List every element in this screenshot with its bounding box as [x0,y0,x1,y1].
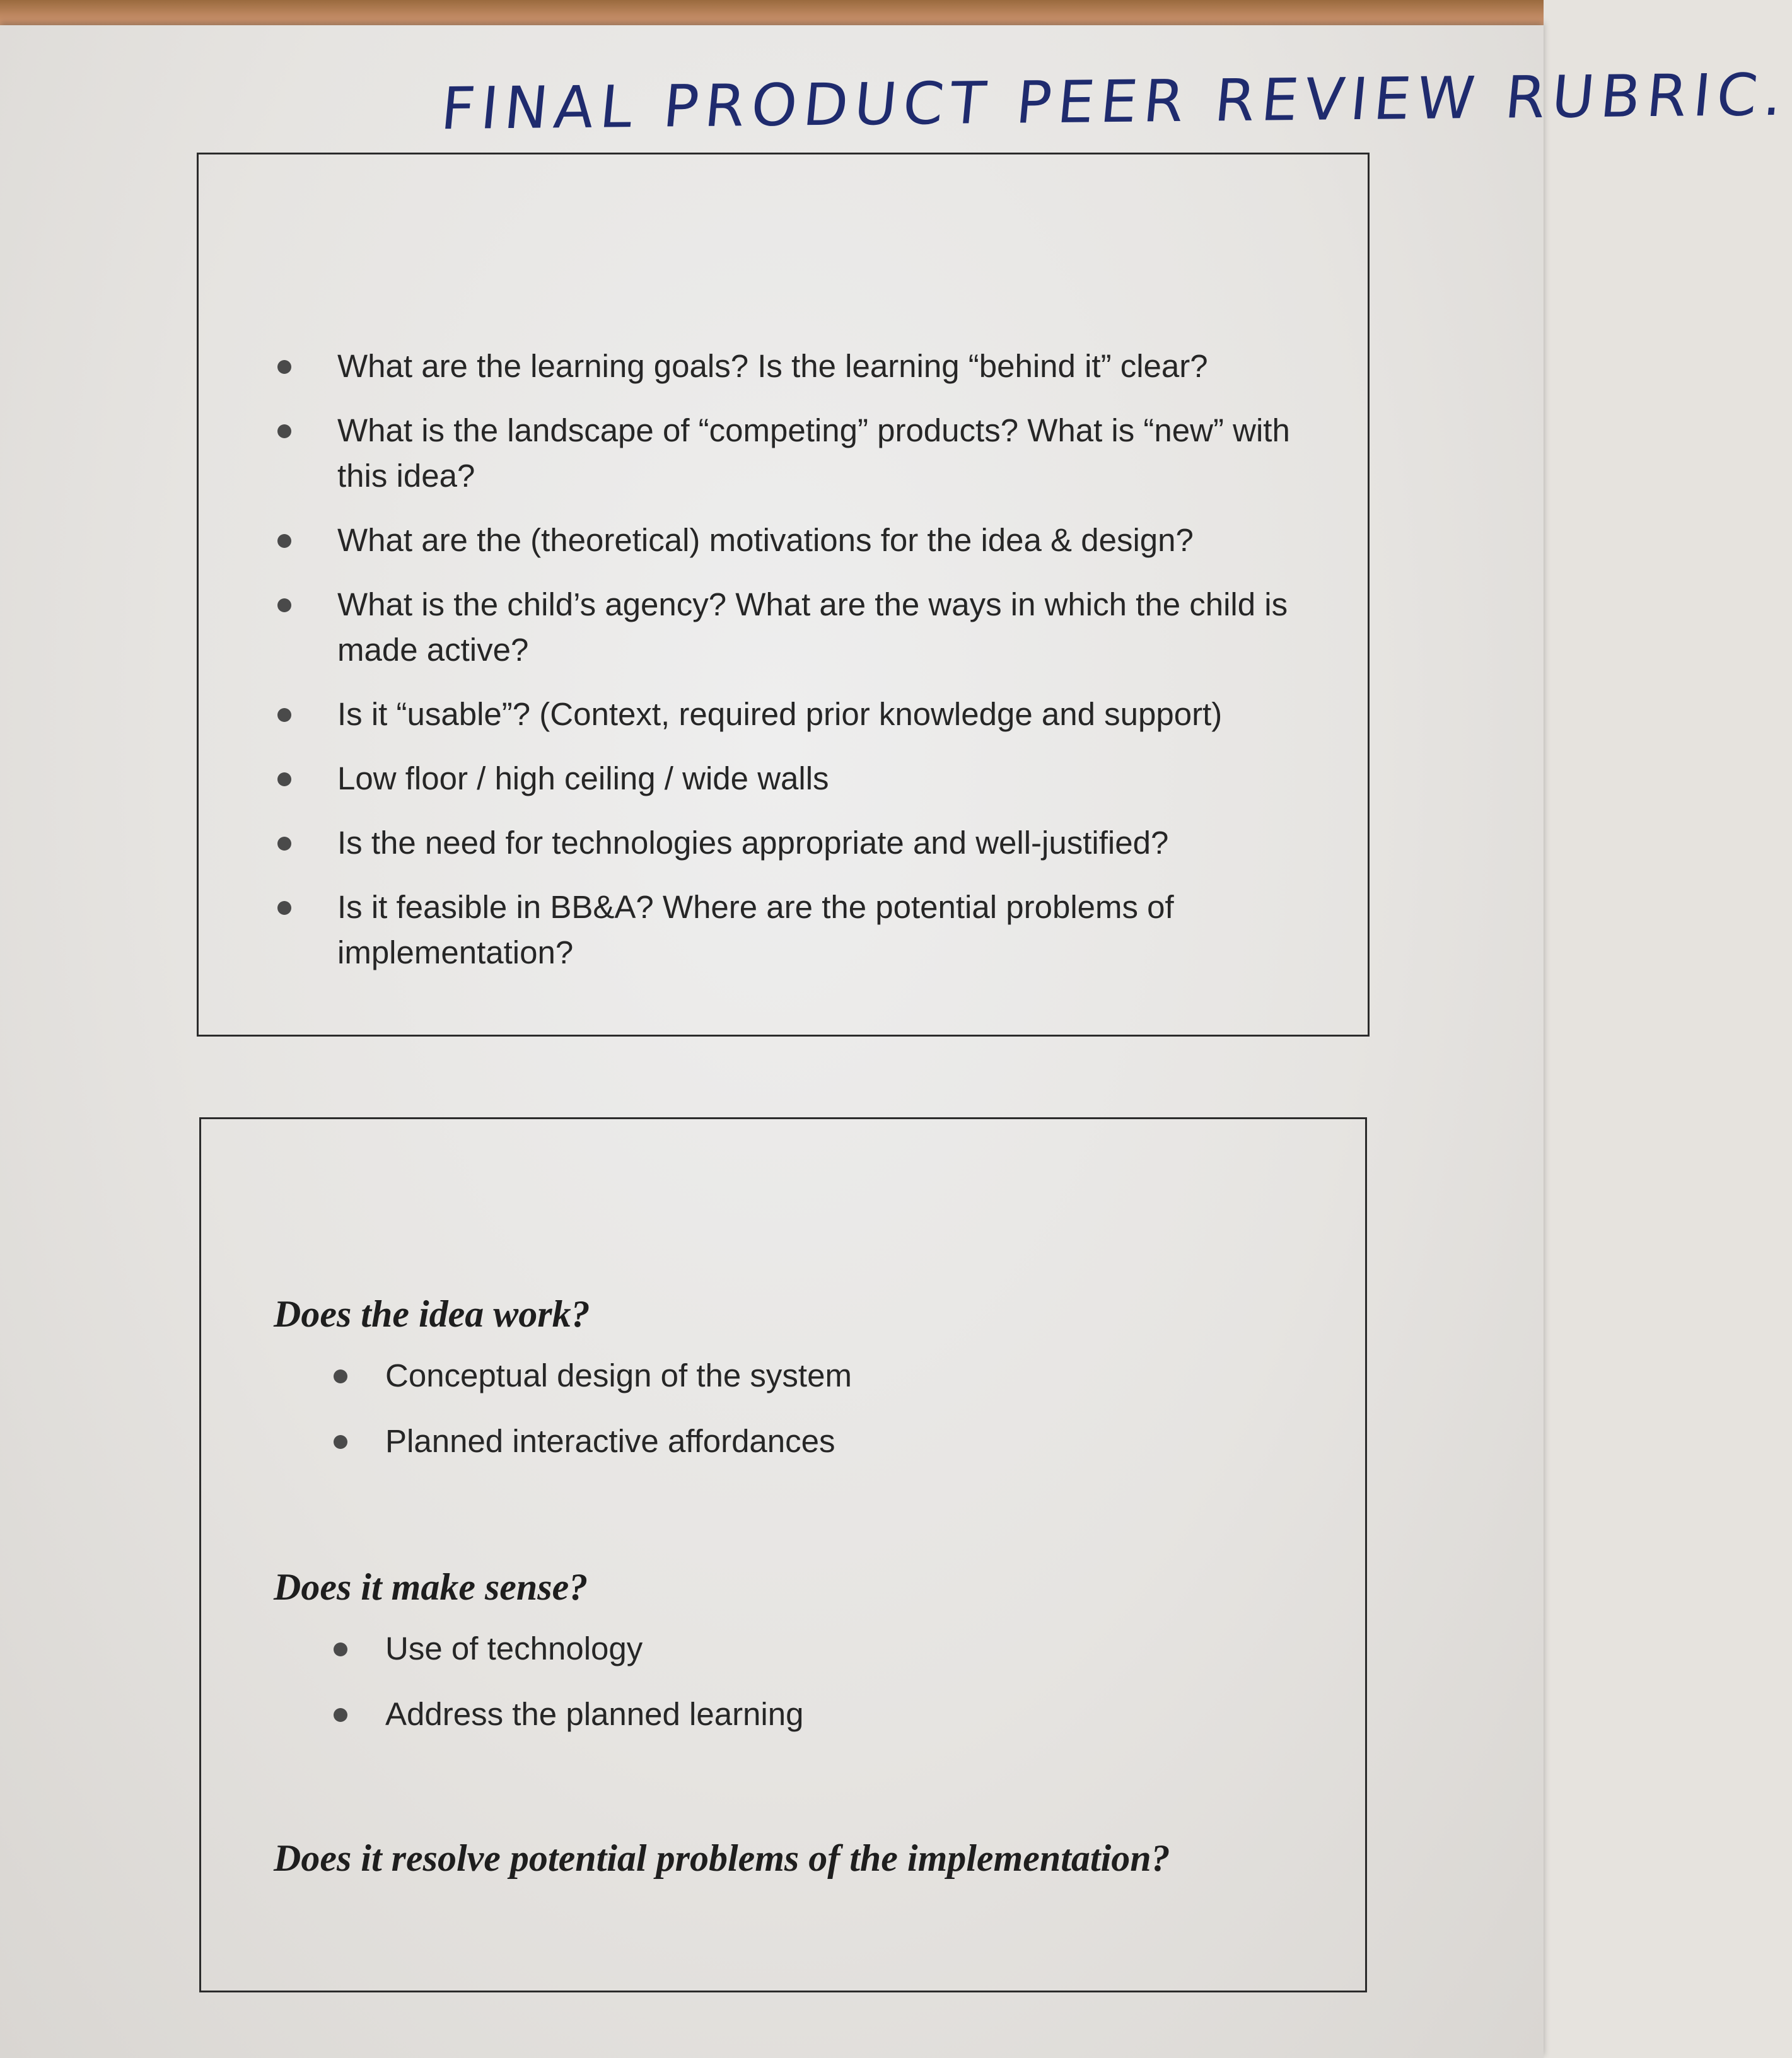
bullet-icon [334,1369,347,1383]
item-text: What are the (theoretical) motivations for the idea & design? [337,522,1194,558]
section-heading: Does the idea work? [274,1293,590,1335]
item-text: What is the landscape of “competing” products? What is “new” with this idea? [337,412,1290,494]
list-item [277,820,1343,866]
list-item [277,692,1343,737]
section-idea-works [274,1286,1346,1484]
list-item [277,518,1343,563]
item-text: Low floor / high ceiling / wide walls [337,760,829,796]
list-item [277,756,1343,801]
sub-list [274,1626,1346,1737]
list-item [334,1626,1346,1671]
item-text: Conceptual design of the system [385,1357,852,1393]
bullet-icon [277,772,291,786]
list-item [334,1692,1346,1737]
item-text: Use of technology [385,1631,643,1666]
section-resolve-problems [274,1830,1219,1886]
section-makes-sense [274,1559,1346,1757]
section-heading: Does it resolve potential problems of the implementation? [274,1837,1170,1879]
section-heading: Does it make sense? [274,1566,588,1608]
list-item [277,582,1343,673]
bullet-icon [277,837,291,851]
bullet-icon [277,360,291,374]
criteria-box-bottom [199,1117,1367,1992]
item-text: Is it feasible in BB&A? Where are the potential problems of implementation? [337,889,1174,970]
bullet-icon [277,534,291,548]
bullet-icon [334,1708,347,1722]
sub-list [274,1353,1346,1464]
list-item [334,1419,1346,1464]
item-text: Is the need for technologies appropriate and well-justified? [337,825,1169,861]
bullet-icon [277,598,291,612]
handwritten-title: FINAL PRODUCT PEER REVIEW RUBRIC. [438,61,1792,143]
item-text: Address the planned learning [385,1696,804,1732]
list-item [277,408,1343,499]
bullet-icon [277,708,291,722]
list-item [334,1353,1346,1398]
item-text: What is the child’s agency? What are the ways in which the child is made active? [337,586,1288,668]
criteria-list [277,344,1343,994]
criteria-box-top [197,153,1370,1037]
bullet-icon [277,424,291,438]
bullet-icon [277,901,291,915]
item-text: What are the learning goals? Is the learning “behind it” clear? [337,348,1208,384]
bullet-icon [334,1642,347,1656]
item-text: Is it “usable”? (Context, required prior knowledge and support) [337,696,1223,732]
list-item [277,344,1343,389]
bullet-icon [334,1435,347,1449]
list-item [277,885,1343,975]
item-text: Planned interactive affordances [385,1423,835,1459]
